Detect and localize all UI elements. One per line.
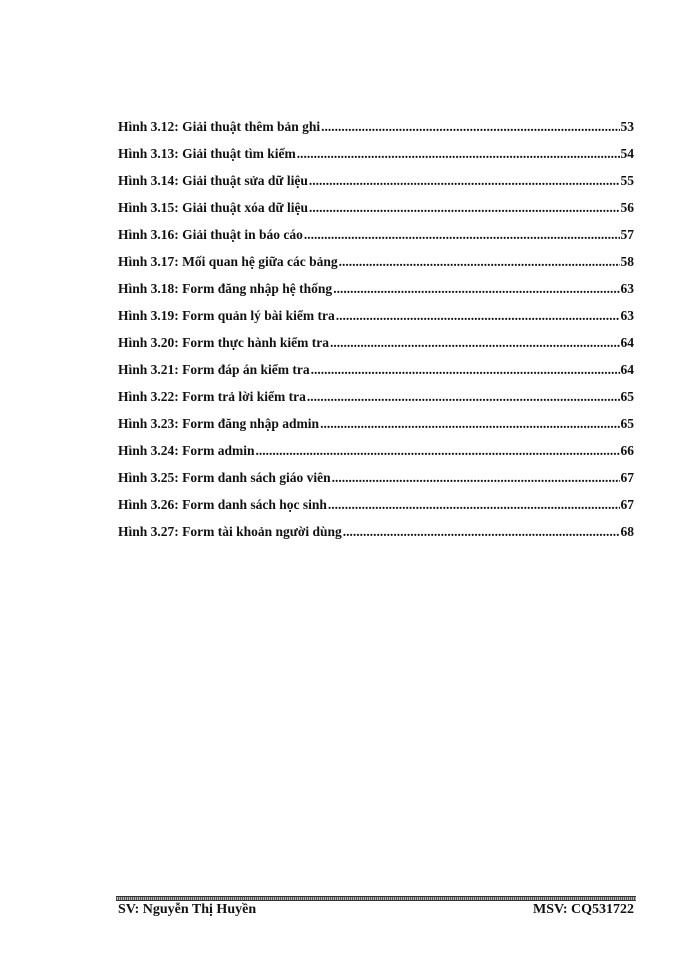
- dot-leader: [320, 410, 619, 437]
- toc-entry-label: Hình 3.22: Form trả lời kiểm tra: [118, 389, 306, 404]
- toc-entry-page: 63: [620, 281, 634, 296]
- dot-leader: [332, 464, 620, 491]
- dot-leader: [321, 113, 619, 140]
- toc-entry: [118, 248, 634, 275]
- dot-leader: [297, 140, 620, 167]
- toc-entry-label: Hình 3.17: Mối quan hệ giữa các bảng: [118, 254, 338, 269]
- toc-entry: [118, 437, 634, 464]
- toc-entry-page: 66: [620, 443, 634, 458]
- dot-leader: [339, 248, 620, 275]
- toc-entry-label: Hình 3.21: Form đáp án kiểm tra: [118, 362, 310, 377]
- toc-entry: [118, 113, 634, 140]
- toc-entry-label: Hình 3.23: Form đăng nhập admin: [118, 416, 320, 431]
- footer-divider: [116, 896, 636, 901]
- toc-entry-label: Hình 3.14: Giải thuật sửa dữ liệu: [118, 173, 308, 188]
- toc-entry-page: 63: [620, 308, 634, 323]
- toc-entry-label: Hình 3.25: Form danh sách giáo viên: [118, 470, 331, 485]
- toc-entry: [118, 518, 634, 545]
- toc-entry: [118, 383, 634, 410]
- figure-list: [118, 113, 634, 545]
- toc-entry-label: Hình 3.12: Giải thuật thêm bản ghi: [118, 119, 321, 134]
- toc-entry-page: 58: [620, 254, 634, 269]
- toc-entry: [118, 410, 634, 437]
- toc-entry-page: 64: [620, 335, 634, 350]
- toc-entry-page: 67: [620, 470, 634, 485]
- footer-student-name: SV: Nguyễn Thị Huyền: [118, 902, 257, 917]
- toc-entry-label: Hình 3.24: Form admin: [118, 443, 255, 458]
- toc-entry-page: 68: [620, 524, 634, 539]
- toc-entry: [118, 275, 634, 302]
- dot-leader: [336, 302, 620, 329]
- toc-entry-label: Hình 3.13: Giải thuật tìm kiếm: [118, 146, 296, 161]
- toc-entry: [118, 464, 634, 491]
- toc-entry-label: Hình 3.20: Form thực hành kiểm tra: [118, 335, 329, 350]
- dot-leader: [333, 275, 619, 302]
- toc-entry: [118, 329, 634, 356]
- toc-entry-label: Hình 3.27: Form tài khoản người dùng: [118, 524, 342, 539]
- toc-entry-page: 54: [620, 146, 634, 161]
- dot-leader: [343, 518, 620, 545]
- dot-leader: [256, 437, 620, 464]
- toc-entry-page: 65: [620, 389, 634, 404]
- toc-entry: [118, 302, 634, 329]
- toc-entry: [118, 491, 634, 518]
- footer-student-id: MSV: CQ531722: [533, 902, 634, 917]
- toc-entry-page: 56: [620, 200, 634, 215]
- toc-entry-page: 64: [620, 362, 634, 377]
- dot-leader: [328, 491, 620, 518]
- dot-leader: [309, 194, 619, 221]
- toc-entry-label: Hình 3.19: Form quản lý bài kiểm tra: [118, 308, 335, 323]
- toc-entry-label: Hình 3.18: Form đăng nhập hệ thống: [118, 281, 333, 296]
- toc-entry-label: Hình 3.15: Giải thuật xóa dữ liệu: [118, 200, 309, 215]
- toc-entry: [118, 167, 634, 194]
- toc-entry-page: 65: [620, 416, 634, 431]
- toc-entry: [118, 221, 634, 248]
- toc-entry: [118, 140, 634, 167]
- dot-leader: [307, 383, 620, 410]
- toc-entry-label: Hình 3.26: Form danh sách học sinh: [118, 497, 327, 512]
- toc-entry-page: 57: [620, 227, 634, 242]
- toc-entry: [118, 356, 634, 383]
- toc-entry-page: 55: [620, 173, 634, 188]
- dot-leader: [311, 356, 620, 383]
- dot-leader: [304, 221, 620, 248]
- toc-entry: [118, 194, 634, 221]
- toc-entry-page: 67: [620, 497, 634, 512]
- dot-leader: [309, 167, 620, 194]
- toc-entry-page: 53: [620, 119, 634, 134]
- dot-leader: [330, 329, 620, 356]
- toc-entry-label: Hình 3.16: Giải thuật in báo cáo: [118, 227, 303, 242]
- page-footer: [118, 902, 634, 918]
